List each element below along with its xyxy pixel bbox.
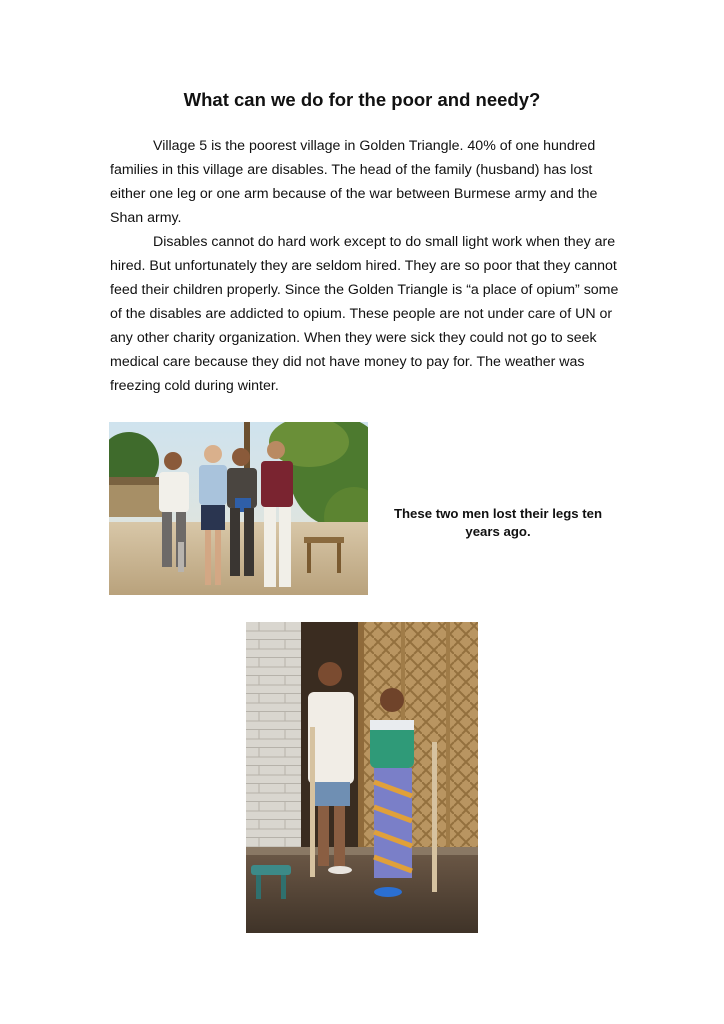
article-body bbox=[110, 134, 620, 398]
photo-caption: These two men lost their legs ten years ago. bbox=[393, 506, 603, 539]
photo-two-men bbox=[246, 622, 478, 933]
page-title: What can we do for the poor and needy? bbox=[183, 89, 541, 110]
paragraph-2: Disables cannot do hard work except to do small light work when they are hired. But unfortunately they are seldom hired. They are so poor that they cannot feed their children properly. Since the Golden Triangle is “a place of opium” some of the disables are addicted to opium. These people are not under care of UN or any other charity organization. When they were sick they could not go to seek medical care because they did not have money to pay for. The weather was freezing cold during winter. bbox=[110, 234, 619, 394]
paragraph-1: Village 5 is the poorest village in Golden Triangle. 40% of one hundred families in this village are disables. The head of the family (husband) has lost either one leg or one arm because of the war between Burmese army and the Shan army. bbox=[110, 138, 598, 226]
photo-group-outdoors bbox=[109, 422, 368, 595]
